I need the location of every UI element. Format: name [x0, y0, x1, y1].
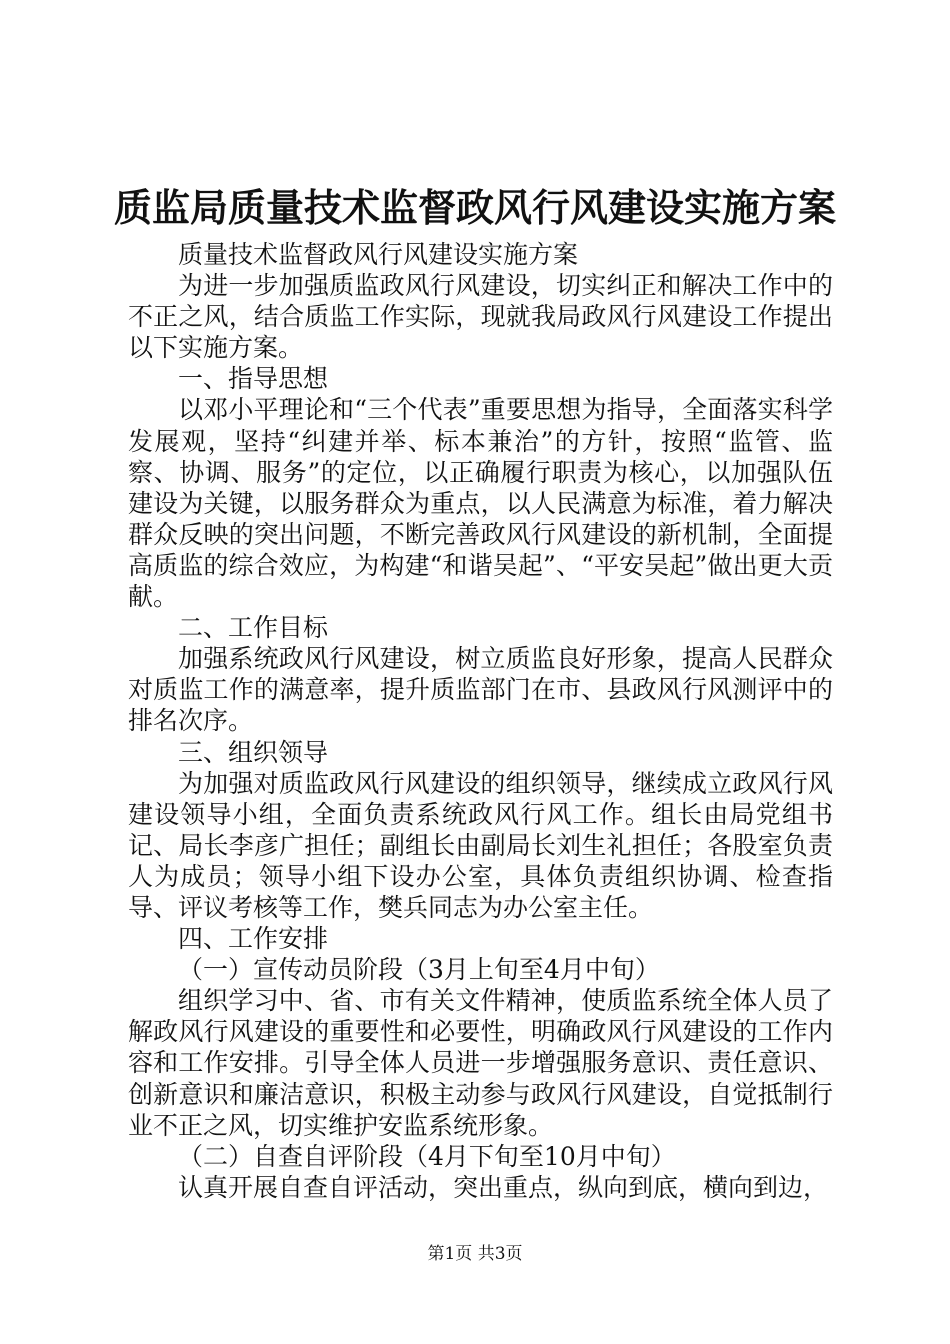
document-title: 质监局质量技术监督政风行风建设实施方案 [113, 185, 836, 230]
paragraph-intro: 为进一步加强质监政风行风建设，切实纠正和解决工作中的不正之风，结合质监工作实际，现就我局政风行风建设工作提出以下实施方案。 [128, 271, 833, 363]
section-heading-4: 四、工作安排 [178, 924, 329, 954]
page-footer: 第1页 共3页 [427, 1244, 523, 1264]
paragraph-guiding-thought: 以邓小平理论和“三个代表”重要思想为指导，全面落实科学发展观，坚持“纠建并举、标本兼治”的方针，按照“监管、监察、协调、服务”的定位，以正确履行职责为核心，以加强队伍建设为关键，以服务群众为重点，以人民满意为标准，着力解决群众反映的突出问题，不断完善政风行风建设的新机制，全面提高质监的综合效应，为构建“和谐吴起”、“平安吴起”做出更大贡献。 [128, 395, 833, 612]
section-heading-3: 三、组织领导 [178, 737, 329, 767]
section-heading-2: 二、工作目标 [178, 613, 329, 643]
paragraph-publicity: 组织学习中、省、市有关文件精神，使质监系统全体人员了解政风行风建设的重要性和必要性，明确政风行风建设的工作内容和工作安排。引导全体人员进一步增强服务意识、责任意识、创新意识和廉洁意识，积极主动参与政风行风建设，自觉抵制行业不正之风，切实维护安监系统形象。 [128, 986, 833, 1140]
paragraph-self-check: 认真开展自查自评活动，突出重点，纵向到底，横向到边， [178, 1172, 829, 1202]
subsection-heading-2: （二）自查自评阶段（4月下旬至10月中旬） [178, 1141, 676, 1171]
subtitle: 质量技术监督政风行风建设实施方案 [178, 240, 579, 269]
paragraph-work-goal: 加强系统政风行风建设，树立质监良好形象，提高人民群众对质监工作的满意率，提升质监部门在市、县政风行风测评中的排名次序。 [128, 644, 833, 736]
paragraph-organization: 为加强对质监政风行风建设的组织领导，继续成立政风行风建设领导小组，全面负责系统政风行风工作。组长由局党组书记、局长李彦广担任；副组长由副局长刘生礼担任；各股室负责人为成员；领导小组下设办公室，具体负责组织协调、检查指导、评议考核等工作，樊兵同志为办公室主任。 [128, 768, 833, 922]
document-body [128, 239, 833, 1203]
subsection-heading-1: （一）宣传动员阶段（3月上旬至4月中旬） [178, 955, 660, 985]
section-heading-1: 一、指导思想 [178, 364, 329, 394]
